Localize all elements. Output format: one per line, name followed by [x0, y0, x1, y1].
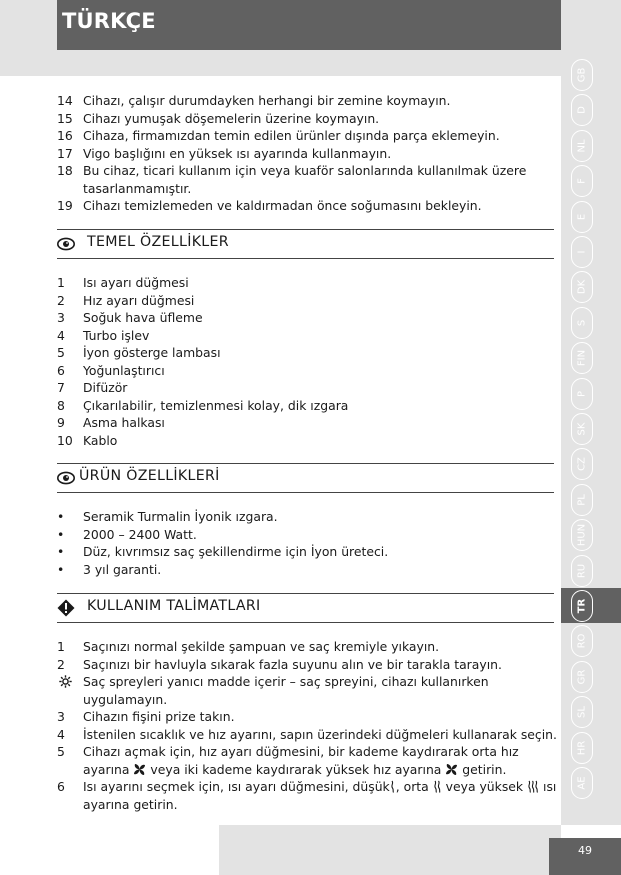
language-tab-label: CZ	[576, 457, 588, 472]
language-tab-ru[interactable]	[571, 555, 593, 587]
section-title: ÜRÜN ÖZELLİKLERİ	[79, 468, 220, 484]
language-tab-label: NL	[576, 139, 588, 153]
section-header-product	[57, 463, 554, 493]
language-tab-i[interactable]	[571, 236, 593, 268]
language-tab-label: RO	[576, 633, 588, 649]
language-tab-label: F	[576, 178, 588, 185]
language-tab-dk[interactable]	[571, 271, 593, 303]
language-tab-hr[interactable]	[571, 732, 593, 764]
language-tab-label: DK	[576, 280, 588, 295]
language-tab-tr[interactable]	[571, 590, 593, 622]
section-title: KULLANIM TALİMATLARI	[87, 598, 261, 614]
fan-high-speed-icon	[445, 763, 458, 776]
language-tab-sl[interactable]	[571, 696, 593, 728]
page-title: TÜRKÇE	[62, 9, 156, 33]
language-tab-d[interactable]	[571, 94, 593, 126]
language-tab-label: HUN	[576, 524, 588, 547]
language-tab-fin[interactable]	[571, 342, 593, 374]
language-tab-label: E	[576, 213, 588, 220]
language-tab-p[interactable]	[571, 378, 593, 410]
heat-medium-icon	[433, 780, 442, 793]
language-tab-label: SK	[576, 422, 588, 436]
language-tab-label: AE	[576, 776, 588, 790]
section-header-usage	[57, 593, 554, 623]
language-tab-label: TR	[576, 598, 588, 614]
language-tab-label: P	[576, 390, 588, 397]
language-tab-e[interactable]	[571, 201, 593, 233]
footer-band	[219, 825, 561, 875]
language-tab-label: D	[576, 106, 588, 115]
language-tab-label: HR	[576, 740, 588, 755]
language-tab-s[interactable]	[571, 307, 593, 339]
language-tab-gb[interactable]	[571, 59, 593, 91]
language-tab-gr[interactable]	[571, 661, 593, 693]
language-tab-label: FIN	[576, 350, 588, 367]
language-tab-label: PL	[576, 493, 588, 506]
language-tab-label: RU	[576, 563, 588, 578]
flammable-warning-icon	[59, 675, 72, 688]
section-header-features	[57, 229, 554, 259]
language-tab-nl[interactable]	[571, 130, 593, 162]
language-tab-label: GB	[576, 67, 588, 83]
page-number-box	[549, 838, 621, 875]
warning-icon	[57, 599, 75, 617]
language-tab-ro[interactable]	[571, 625, 593, 657]
language-tab-hun[interactable]	[571, 519, 593, 551]
language-tab-label: SL	[576, 706, 588, 719]
language-tab-sk[interactable]	[571, 413, 593, 445]
language-tab-f[interactable]	[571, 165, 593, 197]
language-tab-label: GR	[576, 669, 588, 685]
heat-high-icon	[527, 780, 539, 793]
section-title: TEMEL ÖZELLİKLER	[87, 234, 229, 250]
language-tab-label: I	[576, 250, 588, 254]
eye-icon	[57, 471, 75, 485]
language-tab-label: S	[576, 319, 588, 326]
language-tab-pl[interactable]	[571, 484, 593, 516]
fan-medium-speed-icon	[133, 763, 146, 776]
eye-icon	[57, 237, 75, 251]
page-number: 49	[578, 844, 592, 857]
language-tab-ae[interactable]	[571, 767, 593, 799]
language-tab-cz[interactable]	[571, 448, 593, 480]
